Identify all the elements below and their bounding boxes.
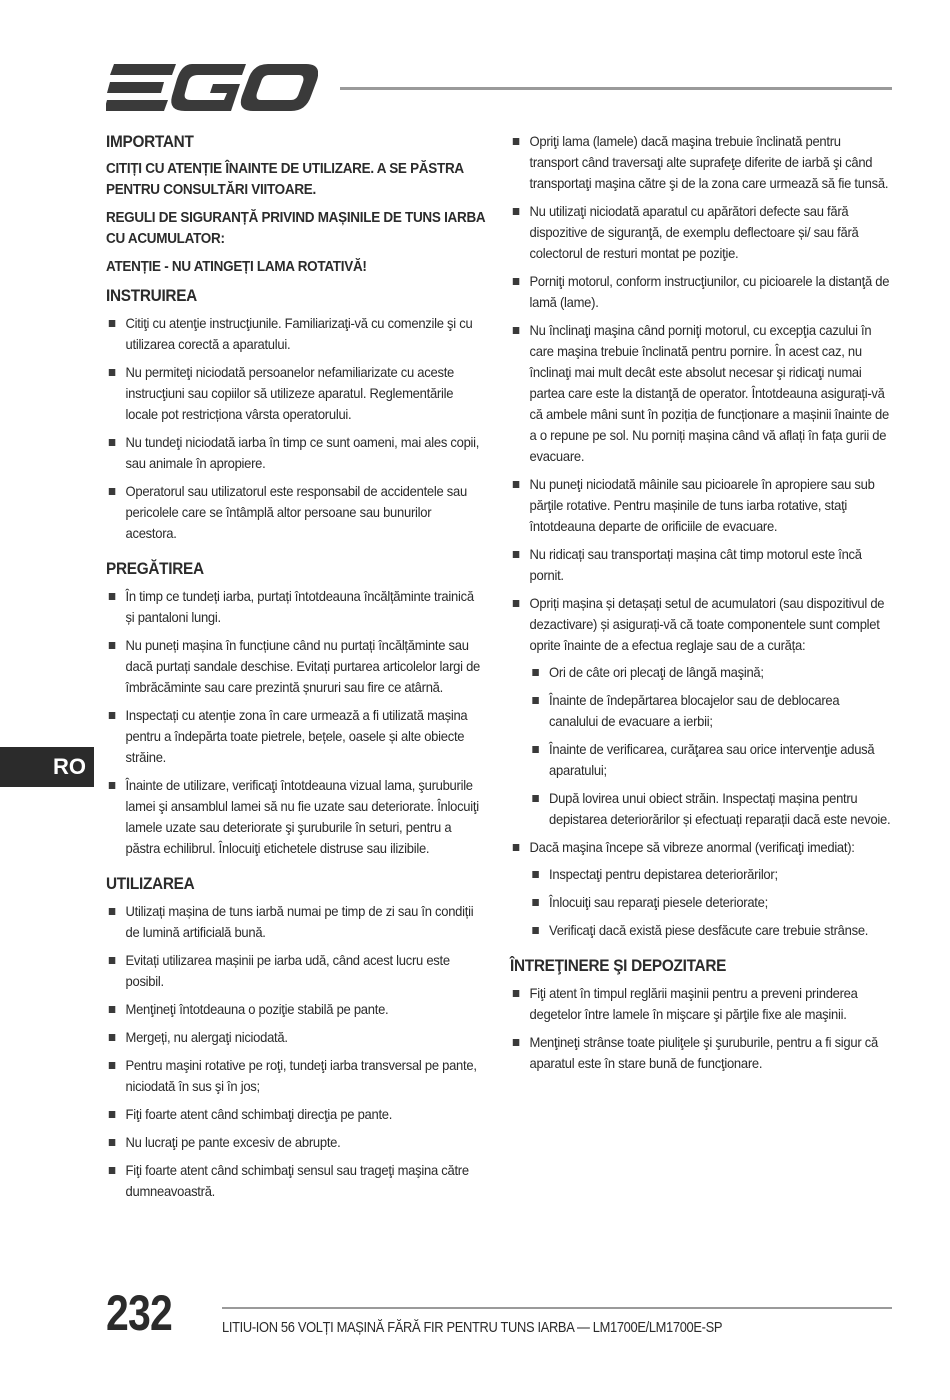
sublist-item: După lovirea unui obiect străin. Inspectați mașina pentru depistarea deteriorărilor și efectuați reparații dacă este nevoie. [530,788,892,830]
language-tab: RO [0,747,94,787]
section-title-intretinere: ÎNTREŢINERE ŞI DEPOZITARE [510,957,727,975]
list-item-text: Opriți mașina și detașați setul de acumulatori (sau dispozitivul de dezactivare) și asigurați-vă că toate componentele sunt complet oprite înainte de a efectua reglaje sau de a curăța: [529,595,885,653]
list-item: Operatorul sau utilizatorul este responsabil de accidentele sau pericolele care se întâmplă altor persoane sau bunurilor acestora. [106,481,485,544]
list-item: Evitați utilizarea mașinii pe iarba udă, când acest lucru este posibil. [106,950,485,992]
sublist-item: Inspectaţi pentru depistarea deteriorărilor; [530,864,892,885]
intretinere-list [510,983,891,1074]
warning-notice: ATENȚIE - NU ATINGEȚI LAMA ROTATIVĂ! [106,259,367,275]
section-title-utilizarea: UTILIZAREA [106,875,195,893]
sublist-item: Ori de câte ori plecaţi de lângă maşină; [530,662,892,683]
utilizarea-list [106,901,485,1202]
list-item: Nu puneţi niciodată mâinile sau picioarele în apropiere sau sub părţile rotative. Pentru mașinile de tuns iarba rotative, staţi întotdeauna departe de orificiile de evacuare. [510,474,891,537]
list-item-text: Dacă maşina începe să vibreze anormal (verificaţi imediat): [529,839,855,855]
footer-rule [222,1307,892,1309]
important-heading: IMPORTANT [106,133,194,151]
footer-title: LITIU-ION 56 VOLȚI MAȘINĂ FĂRĂ FIR PENTRU TUNS IARBA — LM1700E/LM1700E-SP [222,1319,723,1336]
instruirea-list [106,313,485,544]
read-carefully-notice: CITIȚI CU ATENȚIE ÎNAINTE DE UTILIZARE. A SE PĂSTRA PENTRU CONSULTĂRI VIITOARE. [106,161,464,198]
list-item: Fiţi atent în timpul reglării maşinii pentru a preveni prinderea degetelor între lamele în mişcare şi părţile fixe ale maşinii. [510,983,891,1025]
list-item: Menţineţi strânse toate piuliţele şi şuruburile, pentru a fi sigur că aparatul este în stare bună de funcţionare. [510,1032,891,1074]
list-item: Inspectați cu atenție zona în care urmează a fi utilizată mașina pentru a îndepărta toate pietrele, bețele, oasele și alte obiecte străine. [106,705,485,768]
sublist [530,864,892,941]
ego-logo [106,64,318,112]
section-title-instruirea: INSTRUIREA [106,287,197,305]
sublist-item: Verificaţi dacă există piese desfăcute care trebuie strânse. [530,920,892,941]
list-item: Menţineţi întotdeauna o poziţie stabilă pe pante. [106,999,485,1020]
sublist [530,662,892,830]
list-item: În timp ce tundeți iarba, purtați întotdeauna încălțăminte trainică și pantaloni lungi. [106,586,485,628]
list-item: Utilizați mașina de tuns iarbă numai pe timp de zi sau în condiții de lumină artificială bună. [106,901,485,943]
utilizarea-list-continued [510,131,891,941]
list-item: Nu ridicați sau transportați mașina cât timp motorul este încă pornit. [510,544,891,586]
list-item: Citiţi cu atenţie instrucţiunile. Familiarizaţi-vă cu comenzile şi cu utilizarea corectă a aparatului. [106,313,485,355]
list-item: Opriţi lama (lamele) dacă maşina trebuie înclinată pentru transport când traversaţi alte suprafeţe diferite de iarbă şi când transportaţi maşina către şi de la zona care urmează să fie tunsă. [510,131,891,194]
section-title-pregatirea: PREGĂTIREA [106,560,204,578]
list-item: Nu permiteţi niciodată persoanelor nefamiliarizate cu aceste instrucţiuni sau copiilor să utilizeze aparatul. Reglementările locale pot restricționa vârsta operatorului. [106,362,485,425]
page-number: 232 [106,1285,172,1341]
header-rule [340,87,892,90]
sublist-item: Înainte de verificarea, curăţarea sau orice intervenţie adusă aparatului; [530,739,892,781]
left-column [106,131,485,1209]
list-item: Nu înclinaţi maşina când porniţi motorul, cu excepţia cazului în care maşina trebuie înclinată pentru pornire. În acest caz, nu înclinaţi mai mult decât este absolut necesar şi ridicaţi numai partea care este la distanţă de operator. Întotdeauna asigurați-vă că ambele mâni sunt în poziția de funcționare a mașinii înainte de a o repune pe sol. Nu porniți mașina când vă aflați în fața gurii de evacuare. [510,320,891,467]
list-item: Înainte de utilizare, verificaţi întotdeauna vizual lama, şuruburile lamei şi ansamblul lamei să nu fie uzate sau deteriorate. Înlocuiţi lamele uzate sau deteriorate şi şuruburile în seturi, pentru a păstra echilibrul. Înlocuiţi etichetele distruse sau ilizibile. [106,775,485,859]
sublist-item: Înainte de îndepărtarea blocajelor sau de deblocarea canalului de evacuare a ierbii; [530,690,892,732]
list-item: Nu puneți mașina în funcțiune când nu purtați încălțăminte sau dacă purtați sandale deschise. Evitați purtarea articolelor largi de îmbrăcăminte sau care prezintă șnururi sau fire ce atârnă. [106,635,485,698]
list-item: Porniţi motorul, conform instrucţiunilor, cu picioarele la distanţă de lamă (lame). [510,271,891,313]
sublist-item: Înlocuiţi sau reparaţi piesele deteriorate; [530,892,892,913]
list-item: Mergeți, nu alergaţi niciodată. [106,1027,485,1048]
pregatirea-list [106,586,485,859]
list-item: Nu lucraţi pe pante excesiv de abrupte. [106,1132,485,1153]
list-item-with-sublist [510,837,891,941]
safety-rules-heading: REGULI DE SIGURANȚĂ PRIVIND MAȘINILE DE TUNS IARBA CU ACUMULATOR: [106,210,485,247]
list-item: Nu utilizaţi niciodată aparatul cu apărători defecte sau fără dispozitive de siguranţă, de exemplu deflectoare și/ sau fără colectorul de resturi montat pe poziţie. [510,201,891,264]
list-item-with-sublist [510,593,891,830]
list-item: Nu tundeţi niciodată iarba în timp ce sunt oameni, mai ales copii, sau animale în apropiere. [106,432,485,474]
list-item: Pentru maşini rotative pe roţi, tundeţi iarba transversal pe pante, niciodată în sus şi în jos; [106,1055,485,1097]
right-column [510,131,891,1081]
list-item: Fiţi foarte atent când schimbaţi direcţia pe pante. [106,1104,485,1125]
list-item: Fiţi foarte atent când schimbaţi sensul sau trageţi maşina către dumneavoastră. [106,1160,485,1202]
